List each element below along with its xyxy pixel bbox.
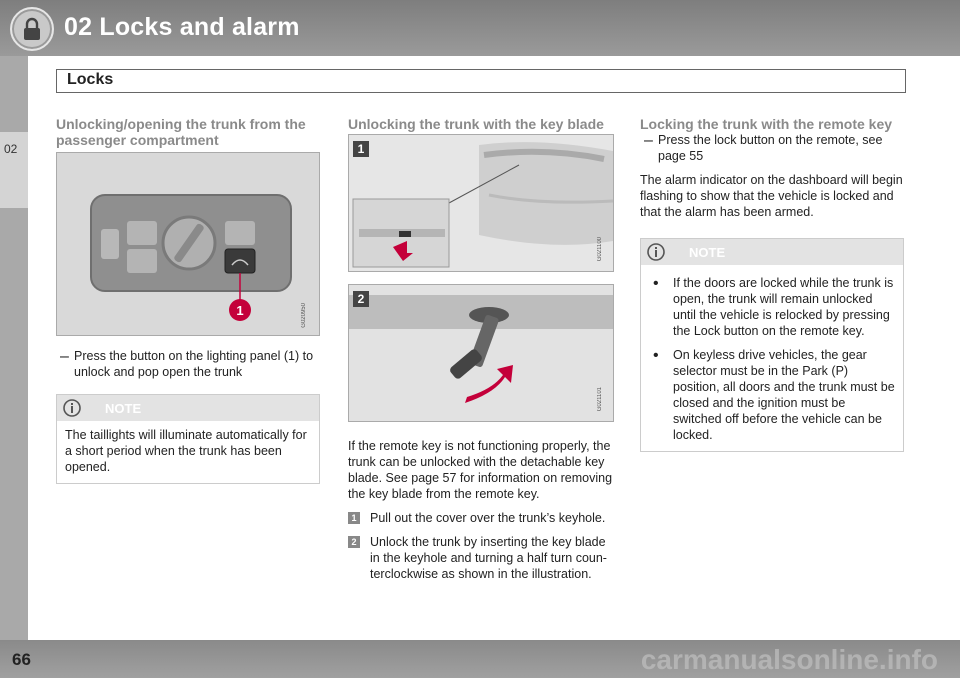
note-label: NOTE [689, 245, 726, 260]
trunk-figure-2 [348, 284, 614, 422]
section-title: Locks [67, 71, 114, 88]
page-number: 66 [12, 650, 31, 669]
info-icon [63, 399, 81, 417]
column-3 [640, 116, 904, 452]
chapter-title: 02 Locks and alarm [64, 13, 300, 41]
figure-code: G020950 [301, 303, 307, 328]
body-paragraph: If the remote key is not functioning properly, the trunk can be unlocked with the detachable key blade. See page 57 for information on removing the key blade from the remote key. [348, 439, 613, 501]
section-bar [56, 69, 906, 93]
step-text: Pull out the cover over the trunk’s keyhole. [370, 511, 606, 525]
instruction-item: – Press the button on the lighting panel (1) to unlock and pop open the trunk [56, 348, 320, 380]
note-header [641, 239, 903, 265]
figure-label: 1 [353, 141, 369, 157]
chapter-tab[interactable] [0, 132, 28, 208]
instruction-text: Press the lock button on the remote, see page 55 [658, 133, 883, 163]
note-bullet: • If the doors are locked while the trunk is open, the trunk will remain unlocked until the vehicle is relocked by pressing the Lock button on the remote key. [653, 275, 894, 338]
trunk-illustration [349, 135, 613, 271]
watermark: carmanualsonline.info [640, 644, 938, 675]
figure-code: G021100 [597, 237, 603, 262]
note-label: NOTE [105, 401, 142, 416]
step-number: 2 [348, 536, 360, 548]
trunk-figure-1 [348, 134, 614, 272]
step-text: Unlock the trunk by inserting the key blade in the keyhole and turning a half turn coun-terclockwise as shown in the illustration. [370, 535, 607, 581]
chapter-tab-label: 02 [4, 142, 18, 156]
lighting-panel-figure [56, 152, 320, 336]
step-number: 1 [348, 512, 360, 524]
note-text: The taillights will illuminate automatically for a short period when the trunk has been opened. [65, 428, 307, 474]
note-box [640, 238, 904, 452]
lighting-panel-illustration [57, 153, 319, 335]
page-footer [0, 640, 960, 678]
note-bullet-text: On keyless drive vehicles, the gear selector must be in the Park (P) position, all doors and the trunk must be closed and the ignition must be switched off before the vehicle can be locked. [673, 348, 895, 442]
chapter-header [0, 0, 960, 56]
section-heading: Locking the trunk with the remote key [640, 116, 893, 132]
step-2 [348, 534, 614, 582]
info-icon [647, 243, 665, 261]
section-heading: Unlocking/opening the trunk from the passenger compartment [56, 116, 306, 148]
note-header [57, 395, 319, 421]
note-box [56, 394, 320, 484]
lock-icon [10, 7, 54, 51]
note-bullet-text: If the doors are locked while the trunk is open, the trunk will remain unlocked until the vehicle is relocked by pressing the Lock button on the remote key. [673, 276, 894, 338]
note-bullet: • On keyless drive vehicles, the gear selector must be in the Park (P) position, all doors and the trunk must be closed and the ignition must be switched off before the vehicle can be locked. [653, 347, 895, 442]
sidebar-bottom [0, 208, 28, 640]
instruction-text: Press the button on the lighting panel (1) to unlock and pop open the trunk [74, 349, 314, 379]
key-blade-illustration [349, 285, 613, 421]
section-heading: Unlocking the trunk with the key blade [348, 116, 604, 132]
figure-code: G021101 [597, 387, 603, 412]
figure-label: 2 [353, 291, 369, 307]
step-1 [348, 510, 614, 526]
figure-callout: 1 [236, 303, 244, 318]
body-paragraph: The alarm indicator on the dashboard will begin flashing to show that the vehicle is locked and that the alarm has been armed. [640, 173, 903, 219]
instruction-item: – Press the lock button on the remote, see page 55 [640, 132, 904, 164]
column-1 [56, 116, 320, 484]
column-2 [348, 116, 614, 582]
